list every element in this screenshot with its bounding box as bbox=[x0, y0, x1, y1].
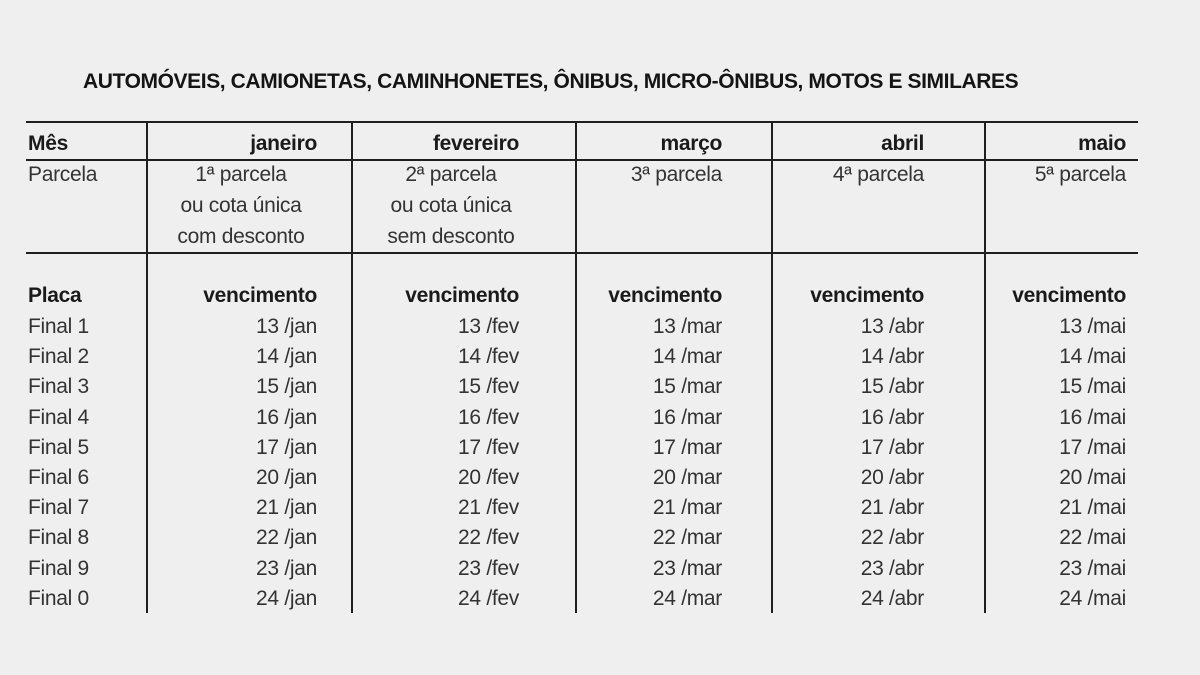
due-date: 20 /abr bbox=[860, 466, 924, 489]
due-date: 20 /mar bbox=[652, 466, 722, 489]
due-date: 13 /fev bbox=[458, 315, 519, 338]
due-date: 17 /mar bbox=[652, 435, 722, 459]
vencimento-header: vencimento bbox=[810, 284, 924, 307]
placa-final: Final 8 bbox=[28, 526, 89, 550]
due-date: 14 /fev bbox=[458, 345, 519, 369]
due-date: 23 /fev bbox=[458, 556, 519, 580]
due-date: 24 /mai bbox=[1059, 586, 1126, 610]
due-date: 15 /abr bbox=[860, 375, 924, 399]
due-date: 22 /mar bbox=[652, 526, 722, 550]
due-date: 17 /abr bbox=[860, 435, 924, 459]
parcela-line: com desconto bbox=[177, 225, 305, 248]
due-date: 22 /abr bbox=[860, 526, 924, 550]
due-date: 15 /jan bbox=[256, 375, 317, 399]
due-date: 16 /fev bbox=[458, 405, 519, 429]
due-date: 14 /mai bbox=[1059, 345, 1126, 369]
rule-top bbox=[26, 121, 1138, 123]
vencimento-header: vencimento bbox=[1012, 284, 1126, 307]
due-date: 15 /fev bbox=[458, 375, 519, 399]
placa-final: Final 1 bbox=[28, 315, 89, 338]
due-date: 24 /fev bbox=[458, 586, 519, 610]
due-date: 14 /abr bbox=[860, 345, 924, 369]
parcela-line: 2ª parcela bbox=[405, 163, 497, 186]
due-date: 21 /jan bbox=[256, 496, 317, 520]
placa-final: Final 9 bbox=[28, 556, 89, 580]
due-date: 24 /abr bbox=[860, 586, 924, 610]
parcela-line: ou cota única bbox=[180, 194, 302, 217]
due-date: 15 /mai bbox=[1059, 375, 1126, 399]
parcela-line: 4ª parcela bbox=[832, 163, 924, 186]
table-title: AUTOMÓVEIS, CAMIONETAS, CAMINHONETES, ÔNIBUS, MICRO-ÔNIBUS, MOTOS E SIMILARES bbox=[83, 70, 1019, 93]
placa-final: Final 2 bbox=[28, 345, 89, 369]
month-header: fevereiro bbox=[432, 132, 519, 155]
due-date: 21 /mar bbox=[652, 496, 722, 520]
month-header: janeiro bbox=[250, 132, 317, 155]
due-date: 17 /fev bbox=[458, 435, 519, 459]
due-date: 16 /mai bbox=[1059, 405, 1126, 429]
month-header: março bbox=[660, 132, 722, 155]
due-date: 21 /fev bbox=[458, 496, 519, 520]
due-date: 20 /mai bbox=[1059, 466, 1126, 489]
due-date: 22 /jan bbox=[256, 526, 317, 550]
due-date: 23 /abr bbox=[860, 556, 924, 580]
parcela-line: 3ª parcela bbox=[630, 163, 722, 186]
due-date: 13 /jan bbox=[256, 315, 317, 338]
due-date: 24 /mar bbox=[652, 586, 722, 610]
placa-final: Final 5 bbox=[28, 435, 89, 459]
due-date: 17 /jan bbox=[256, 435, 317, 459]
placa-final: Final 0 bbox=[28, 586, 89, 610]
due-date: 23 /mar bbox=[652, 556, 722, 580]
mes-label: Mês bbox=[28, 132, 68, 155]
month-header: abril bbox=[881, 132, 924, 155]
due-date: 16 /jan bbox=[256, 405, 317, 429]
due-date: 20 /fev bbox=[458, 466, 519, 489]
vencimento-table bbox=[26, 121, 1138, 613]
due-date: 16 /mar bbox=[652, 405, 722, 429]
due-date: 13 /mar bbox=[652, 315, 722, 338]
due-date: 14 /jan bbox=[256, 345, 317, 369]
due-date: 23 /jan bbox=[256, 556, 317, 580]
parcela-line: 5ª parcela bbox=[1034, 163, 1126, 186]
due-date: 13 /abr bbox=[860, 315, 924, 338]
placa-final: Final 3 bbox=[28, 375, 89, 399]
vencimento-header: vencimento bbox=[405, 284, 519, 307]
placa-final: Final 7 bbox=[28, 496, 89, 520]
vencimento-header: vencimento bbox=[203, 284, 317, 307]
placa-final: Final 4 bbox=[28, 405, 89, 429]
due-date: 22 /fev bbox=[458, 526, 519, 550]
placa-final: Final 6 bbox=[28, 466, 89, 489]
due-date: 24 /jan bbox=[256, 586, 317, 610]
due-date: 17 /mai bbox=[1059, 435, 1126, 459]
rule-parcela bbox=[26, 252, 1138, 254]
due-date: 15 /mar bbox=[652, 375, 722, 399]
due-date: 14 /mar bbox=[652, 345, 722, 369]
due-date: 22 /mai bbox=[1059, 526, 1126, 550]
due-date: 13 /mai bbox=[1059, 315, 1126, 338]
parcela-line: sem desconto bbox=[387, 225, 515, 248]
month-header: maio bbox=[1078, 132, 1126, 155]
due-date: 20 /jan bbox=[256, 466, 317, 489]
parcela-line: 1ª parcela bbox=[195, 163, 287, 186]
due-date: 16 /abr bbox=[860, 405, 924, 429]
parcela-label: Parcela bbox=[28, 163, 98, 186]
due-date: 23 /mai bbox=[1059, 556, 1126, 580]
placa-label: Placa bbox=[28, 284, 82, 307]
vencimento-header: vencimento bbox=[608, 284, 722, 307]
parcela-line: ou cota única bbox=[390, 194, 512, 217]
due-date: 21 /abr bbox=[860, 496, 924, 520]
due-date: 21 /mai bbox=[1059, 496, 1126, 520]
